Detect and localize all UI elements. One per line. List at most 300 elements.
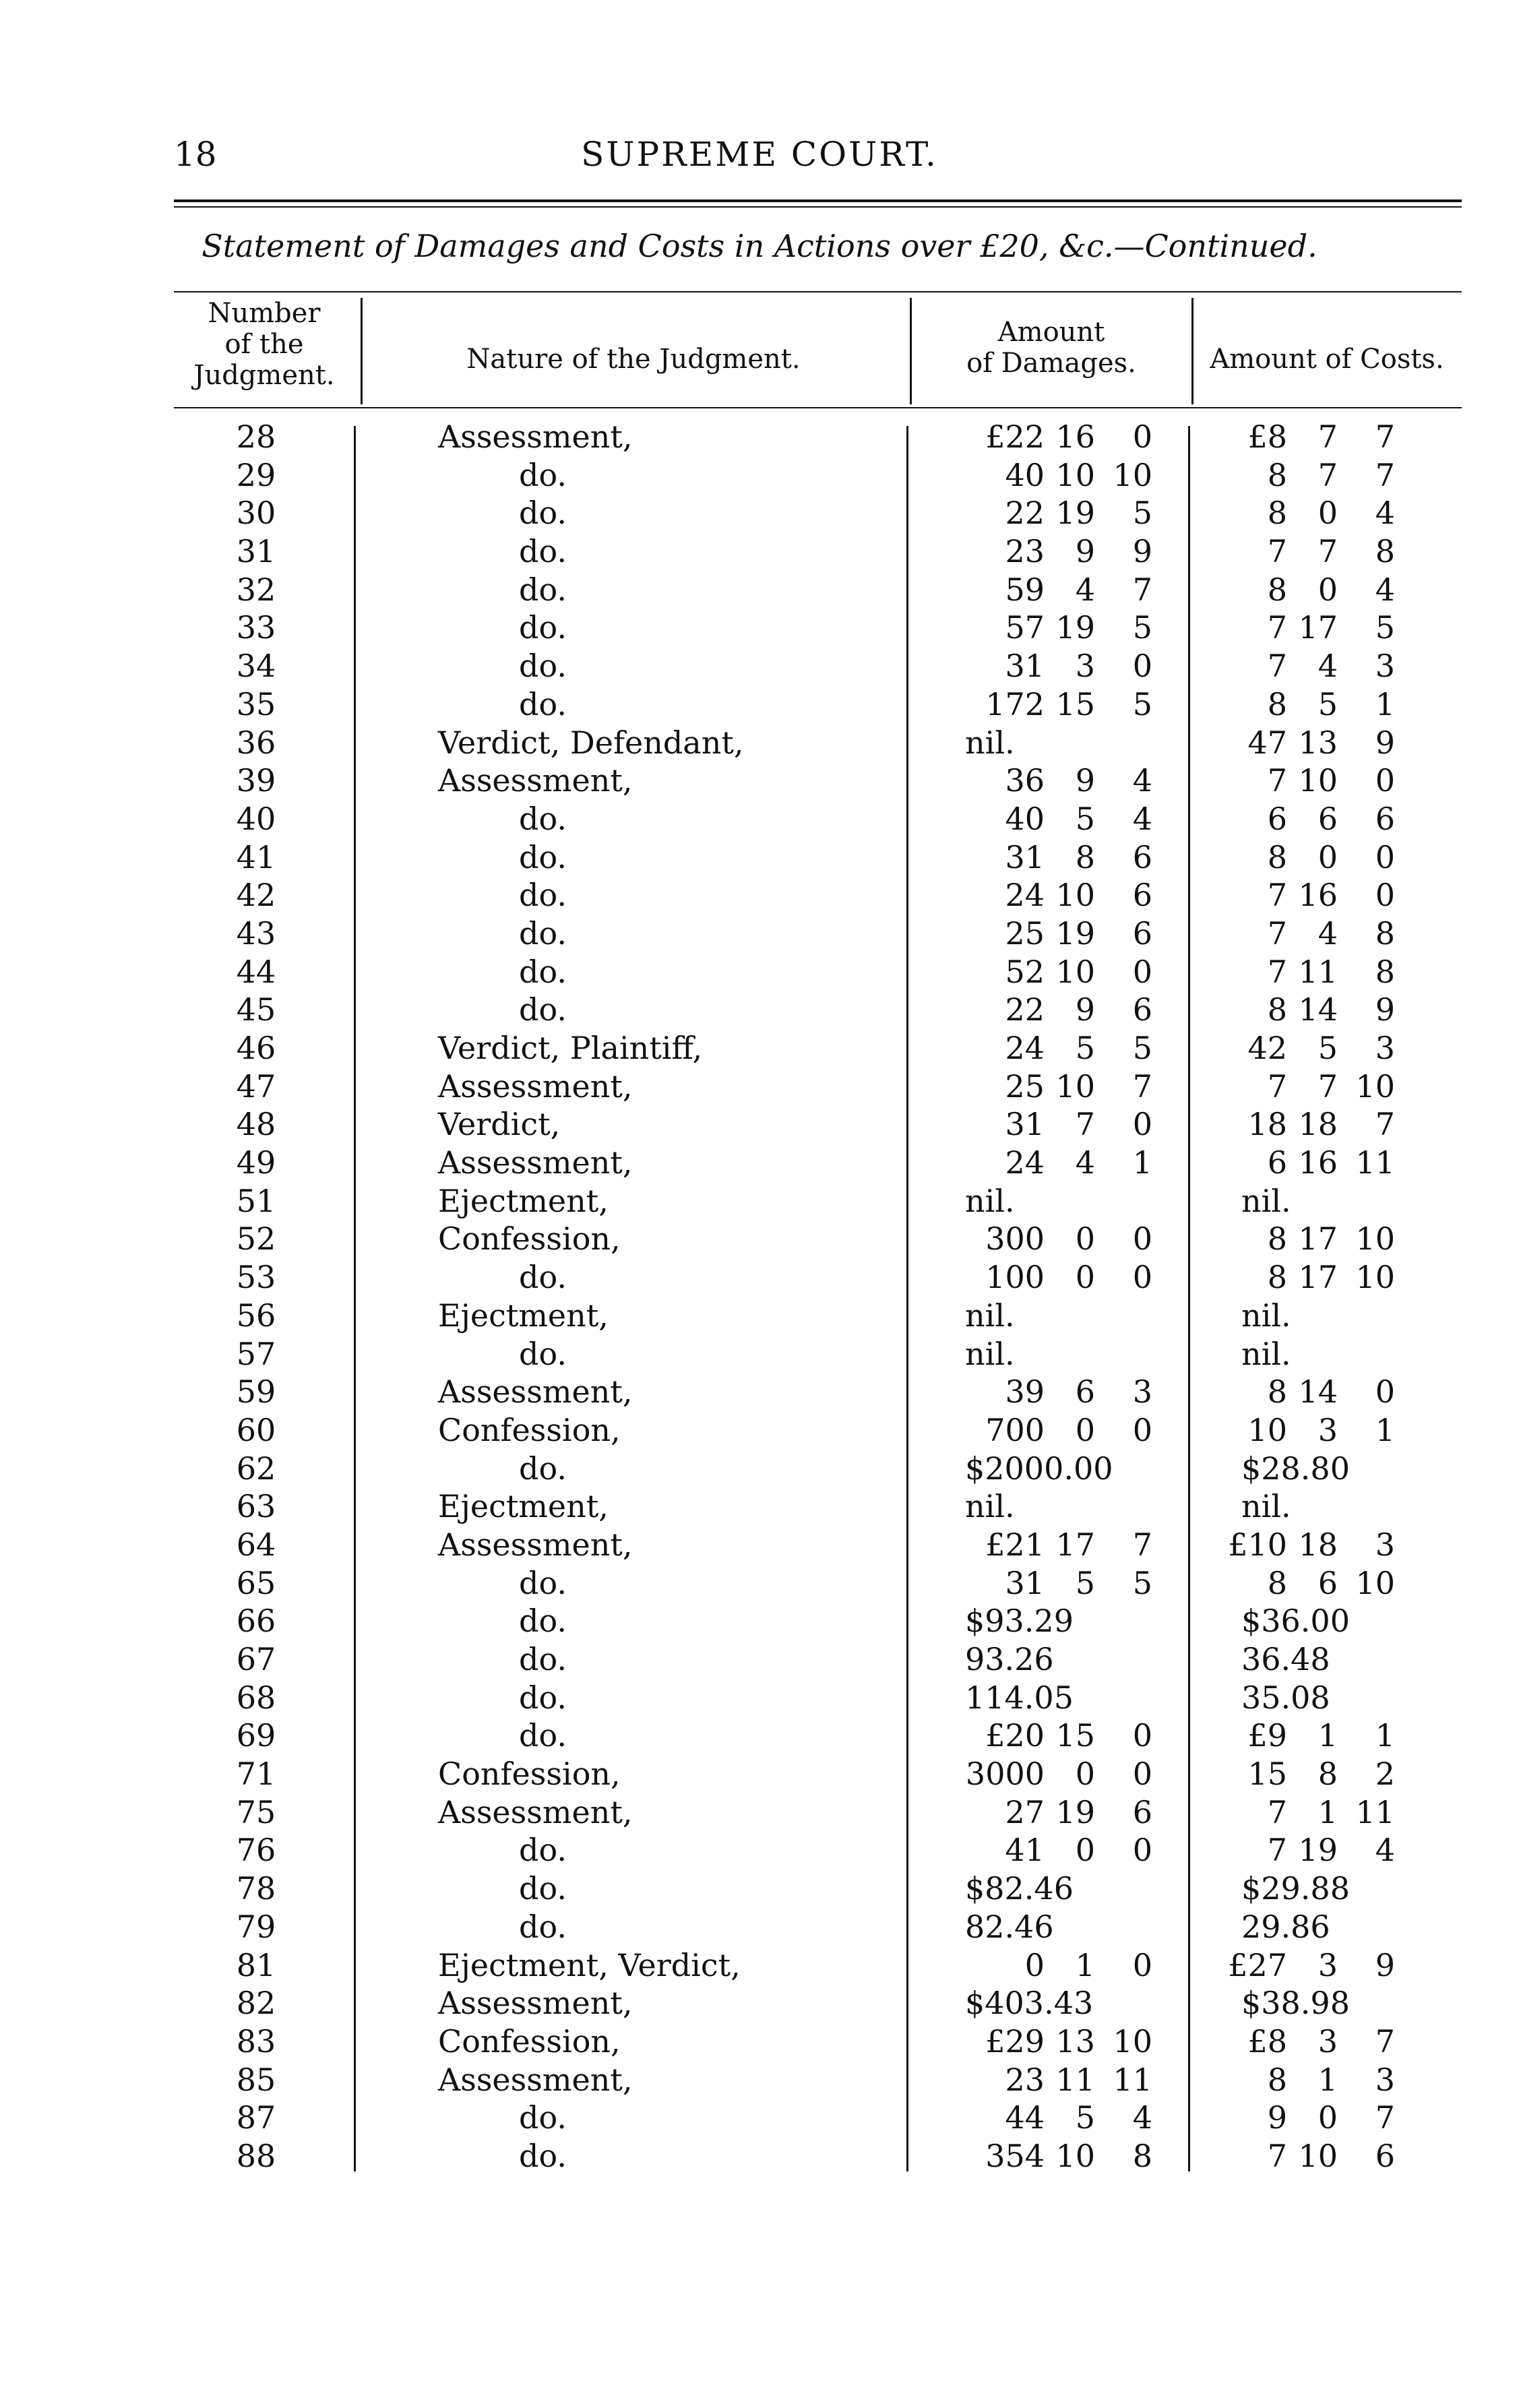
damages-pounds: 22 [1005, 991, 1045, 1028]
header-damages [913, 317, 1189, 379]
column-divider [361, 298, 363, 404]
damages-pence: 3 [1132, 1373, 1152, 1411]
costs-pence: 9 [1375, 724, 1395, 761]
damages-shillings: 0 [1075, 1832, 1095, 1869]
costs-shillings: 7 [1318, 533, 1338, 570]
costs-pence: 3 [1375, 2061, 1395, 2098]
judgment-number: 71 [236, 1756, 276, 1793]
damages-shillings: 4 [1075, 571, 1095, 608]
judgment-nature: do. [519, 571, 567, 608]
damages-shillings: 16 [1055, 419, 1095, 455]
costs-pence: 4 [1375, 571, 1395, 608]
damages-shillings: 5 [1075, 2099, 1095, 2136]
table-row [0, 762, 1519, 800]
table-row [0, 1908, 1519, 1946]
costs-pence: 0 [1375, 838, 1395, 875]
table-row [0, 915, 1519, 953]
costs-pounds: 8 [1267, 456, 1287, 493]
costs-pounds: 7 [1267, 1832, 1287, 1869]
damages-shillings: 0 [1075, 1259, 1095, 1296]
damages-shillings: 1 [1075, 1946, 1095, 1983]
costs-pence: 0 [1375, 1373, 1395, 1411]
costs-amount: $36.00 [1241, 1603, 1350, 1640]
costs-pence: 1 [1375, 1411, 1395, 1448]
costs-shillings: 4 [1318, 648, 1338, 685]
costs-shillings: 7 [1318, 1068, 1338, 1105]
judgment-number: 43 [236, 915, 276, 952]
table-row [0, 2061, 1519, 2099]
table-row [0, 1068, 1519, 1106]
judgment-nature: Assessment, [438, 1526, 633, 1563]
costs-pounds: £8 [1247, 419, 1287, 455]
damages-pence: 6 [1132, 991, 1152, 1028]
costs-pounds: 47 [1247, 724, 1287, 761]
table-row [0, 1373, 1519, 1411]
costs-pence: 0 [1375, 762, 1395, 799]
table-row [0, 1984, 1519, 2023]
damages-pence: 5 [1132, 1564, 1152, 1601]
damages-pence: 6 [1132, 838, 1152, 875]
damages-pence: 4 [1132, 800, 1152, 837]
judgment-nature: Assessment, [438, 1144, 633, 1181]
costs-pence: 7 [1375, 456, 1395, 493]
judgment-nature: Confession, [438, 1756, 621, 1793]
damages-pounds: 100 [985, 1259, 1045, 1296]
table-row [0, 1870, 1519, 1908]
damages-shillings: 9 [1075, 533, 1095, 570]
damages-amount: 114.05 [965, 1679, 1074, 1716]
judgment-nature: do. [519, 609, 567, 646]
table-row [0, 1182, 1519, 1221]
damages-pence: 0 [1132, 419, 1152, 455]
costs-pounds: 8 [1267, 1221, 1287, 1258]
damages-pence: 6 [1132, 1793, 1152, 1830]
judgment-number: 30 [236, 495, 276, 532]
costs-pounds: £27 [1228, 1946, 1287, 1983]
costs-pence: 1 [1375, 685, 1395, 722]
table-row [0, 1335, 1519, 1373]
damages-pounds: 300 [985, 1221, 1045, 1258]
damages-pence: 0 [1132, 1946, 1152, 1983]
judgment-nature: Verdict, Plaintiff, [438, 1030, 703, 1066]
judgment-nature: do. [519, 915, 567, 952]
damages-pounds: 3000 [965, 1756, 1045, 1793]
table-row [0, 1144, 1519, 1182]
judgment-number: 60 [236, 1411, 276, 1448]
top-rule-thin [174, 206, 1462, 208]
costs-shillings: 6 [1318, 1564, 1338, 1601]
table-row [0, 1831, 1519, 1870]
costs-pence: 1 [1375, 1717, 1395, 1754]
running-head: SUPREME COURT. [581, 135, 938, 174]
table-row [0, 494, 1519, 532]
costs-shillings: 0 [1318, 495, 1338, 532]
judgment-number: 44 [236, 953, 276, 990]
damages-pounds: 40 [1005, 800, 1045, 837]
costs-pence: 10 [1355, 1564, 1395, 1601]
costs-shillings: 8 [1318, 1756, 1338, 1793]
damages-amount: 93.26 [965, 1641, 1054, 1677]
judgment-nature: do. [519, 1335, 567, 1372]
table-row [0, 1487, 1519, 1526]
judgment-nature: do. [519, 2137, 567, 2174]
costs-pence: 3 [1375, 1030, 1395, 1066]
judgment-number: 48 [236, 1106, 276, 1143]
costs-shillings: 5 [1318, 685, 1338, 722]
judgment-number: 28 [236, 419, 276, 455]
judgment-nature: do. [519, 1641, 567, 1677]
judgment-number: 31 [236, 533, 276, 570]
judgment-number: 42 [236, 877, 276, 914]
judgment-number: 81 [236, 1946, 276, 1983]
judgment-number: 64 [236, 1526, 276, 1563]
costs-shillings: 3 [1318, 2023, 1338, 2060]
damages-pounds: £29 [985, 2023, 1045, 2060]
costs-pounds: 7 [1267, 648, 1287, 685]
damages-pence: 5 [1132, 1030, 1152, 1066]
judgment-number: 41 [236, 838, 276, 875]
judgment-number: 69 [236, 1717, 276, 1754]
damages-pence: 5 [1132, 495, 1152, 532]
costs-pounds: £10 [1228, 1526, 1287, 1563]
costs-pounds: 8 [1267, 991, 1287, 1028]
table-body [0, 418, 1519, 2175]
damages-pence: 4 [1132, 2099, 1152, 2136]
damages-pence: 0 [1132, 648, 1152, 685]
costs-pounds: 7 [1267, 2137, 1287, 2174]
costs-shillings: 6 [1318, 800, 1338, 837]
costs-shillings: 3 [1318, 1411, 1338, 1448]
damages-pence: 0 [1132, 1756, 1152, 1793]
costs-amount: $28.80 [1241, 1450, 1350, 1487]
damages-pence: 0 [1132, 1717, 1152, 1754]
damages-shillings: 10 [1055, 877, 1095, 914]
damages-shillings: 6 [1075, 1373, 1095, 1411]
costs-pence: 7 [1375, 1106, 1395, 1143]
judgment-number: 65 [236, 1564, 276, 1601]
judgment-nature: Ejectment, Verdict, [438, 1946, 741, 1983]
costs-amount: nil. [1241, 1182, 1291, 1219]
judgment-nature: do. [519, 1259, 567, 1296]
table-row [0, 991, 1519, 1029]
judgment-number: 79 [236, 1908, 276, 1945]
table-row [0, 2099, 1519, 2137]
costs-pounds: 7 [1267, 762, 1287, 799]
judgment-nature: do. [519, 1870, 567, 1907]
judgment-nature: Assessment, [438, 419, 633, 455]
damages-pence: 8 [1132, 2137, 1152, 2174]
damages-pounds: 59 [1005, 571, 1045, 608]
table-row [0, 1258, 1519, 1297]
judgment-number: 66 [236, 1603, 276, 1640]
damages-pounds: 41 [1005, 1832, 1045, 1869]
costs-pounds: 15 [1247, 1756, 1287, 1793]
costs-shillings: 5 [1318, 1030, 1338, 1066]
damages-pounds: 31 [1005, 1564, 1045, 1601]
costs-pence: 11 [1355, 1793, 1395, 1830]
judgment-number: 49 [236, 1144, 276, 1181]
judgment-nature: do. [519, 1717, 567, 1754]
costs-shillings: 7 [1318, 419, 1338, 455]
table-row [0, 1450, 1519, 1488]
judgment-nature: Assessment, [438, 762, 633, 799]
costs-shillings: 10 [1298, 762, 1338, 799]
table-row [0, 724, 1519, 762]
damages-shillings: 17 [1055, 1526, 1095, 1563]
costs-pence: 5 [1375, 609, 1395, 646]
damages-shillings: 10 [1055, 2137, 1095, 2174]
table-row [0, 571, 1519, 609]
damages-pence: 7 [1132, 1068, 1152, 1105]
table-row [0, 532, 1519, 571]
costs-amount: nil. [1241, 1488, 1291, 1525]
judgment-number: 33 [236, 609, 276, 646]
table-row [0, 800, 1519, 838]
damages-pence: 1 [1132, 1144, 1152, 1181]
table-row [0, 609, 1519, 647]
damages-shillings: 5 [1075, 1030, 1095, 1066]
judgment-nature: do. [519, 685, 567, 722]
damages-amount: nil. [965, 1335, 1015, 1372]
damages-pence: 7 [1132, 571, 1152, 608]
costs-shillings: 1 [1318, 2061, 1338, 2098]
costs-amount: nil. [1241, 1297, 1291, 1334]
table-row [0, 1220, 1519, 1258]
costs-pounds: 6 [1267, 800, 1287, 837]
damages-pence: 6 [1132, 877, 1152, 914]
header-damages-line-2: of Damages. [966, 348, 1136, 379]
damages-pence: 10 [1113, 456, 1152, 493]
costs-pence: 10 [1355, 1221, 1395, 1258]
damages-pence: 10 [1113, 2023, 1152, 2060]
judgment-number: 46 [236, 1030, 276, 1066]
judgment-nature: do. [519, 1564, 567, 1601]
judgment-number: 40 [236, 800, 276, 837]
damages-pounds: 31 [1005, 838, 1045, 875]
judgment-nature: do. [519, 1450, 567, 1487]
damages-pounds: 27 [1005, 1793, 1045, 1830]
costs-pence: 7 [1375, 419, 1395, 455]
judgment-nature: do. [519, 533, 567, 570]
costs-pence: 6 [1375, 2137, 1395, 2174]
costs-pounds: 42 [1247, 1030, 1287, 1066]
header-number-line-1: Number [208, 298, 321, 329]
damages-pence: 7 [1132, 1526, 1152, 1563]
damages-pounds: 39 [1005, 1373, 1045, 1411]
damages-shillings: 10 [1055, 1068, 1095, 1105]
costs-shillings: 17 [1298, 1259, 1338, 1296]
judgment-nature: do. [519, 877, 567, 914]
header-damages-line-1: Amount [997, 317, 1105, 348]
table-row [0, 418, 1519, 456]
costs-pounds: £8 [1247, 2023, 1287, 2060]
damages-shillings: 11 [1055, 2061, 1095, 2098]
judgment-number: 45 [236, 991, 276, 1028]
table-row [0, 1297, 1519, 1335]
damages-shillings: 0 [1075, 1411, 1095, 1448]
damages-pounds: 354 [985, 2137, 1045, 2174]
damages-pounds: 23 [1005, 2061, 1045, 2098]
costs-pence: 8 [1375, 533, 1395, 570]
table-row [0, 1717, 1519, 1755]
column-divider [910, 298, 912, 404]
damages-shillings: 15 [1055, 1717, 1095, 1754]
damages-shillings: 9 [1075, 762, 1095, 799]
damages-pounds: £21 [985, 1526, 1045, 1563]
damages-amount: $93.29 [965, 1603, 1074, 1640]
damages-shillings: 13 [1055, 2023, 1095, 2060]
costs-pounds: 8 [1267, 495, 1287, 532]
damages-shillings: 5 [1075, 1564, 1095, 1601]
costs-pence: 9 [1375, 1946, 1395, 1983]
costs-shillings: 16 [1298, 877, 1338, 914]
table-row [0, 1526, 1519, 1564]
costs-pounds: 8 [1267, 1564, 1287, 1601]
costs-pounds: 8 [1267, 2061, 1287, 2098]
costs-pence: 3 [1375, 648, 1395, 685]
judgment-number: 88 [236, 2137, 276, 2174]
judgment-nature: Ejectment, [438, 1182, 609, 1219]
judgment-number: 35 [236, 685, 276, 722]
judgment-number: 57 [236, 1335, 276, 1372]
table-row [0, 456, 1519, 495]
costs-amount: $38.98 [1241, 1985, 1350, 2022]
damages-amount: nil. [965, 1182, 1015, 1219]
damages-pence: 0 [1132, 1411, 1152, 1448]
table-row [0, 953, 1519, 991]
judgment-nature: do. [519, 800, 567, 837]
costs-shillings: 18 [1298, 1526, 1338, 1563]
costs-pounds: 7 [1267, 1068, 1287, 1105]
damages-shillings: 8 [1075, 838, 1095, 875]
table-row [0, 1602, 1519, 1640]
damages-shillings: 10 [1055, 953, 1095, 990]
costs-pounds: 8 [1267, 1373, 1287, 1411]
header-number-line-3: Judgment. [193, 360, 335, 391]
costs-pence: 3 [1375, 1526, 1395, 1563]
damages-shillings: 0 [1075, 1756, 1095, 1793]
damages-amount: nil. [965, 724, 1015, 761]
table-row [0, 1755, 1519, 1793]
judgment-nature: Confession, [438, 2023, 621, 2060]
damages-pounds: 22 [1005, 495, 1045, 532]
damages-amount: nil. [965, 1488, 1015, 1525]
judgment-nature: Verdict, Defendant, [438, 724, 744, 761]
judgment-number: 29 [236, 456, 276, 493]
damages-pounds: 40 [1005, 456, 1045, 493]
judgment-nature: Confession, [438, 1411, 621, 1448]
costs-pounds: 7 [1267, 915, 1287, 952]
table-row [0, 685, 1519, 724]
judgment-number: 59 [236, 1373, 276, 1411]
damages-pounds: 0 [1024, 1946, 1045, 1983]
costs-pounds: 7 [1267, 953, 1287, 990]
header-rule [174, 291, 1462, 292]
costs-pounds: £9 [1247, 1717, 1287, 1754]
costs-pence: 7 [1375, 2099, 1395, 2136]
damages-shillings: 19 [1055, 1793, 1095, 1830]
judgment-number: 34 [236, 648, 276, 685]
damages-shillings: 5 [1075, 800, 1095, 837]
judgment-number: 32 [236, 571, 276, 608]
damages-shillings: 4 [1075, 1144, 1095, 1181]
judgment-nature: do. [519, 1679, 567, 1716]
costs-pounds: 8 [1267, 685, 1287, 722]
damages-amount: nil. [965, 1297, 1015, 1334]
damages-shillings: 0 [1075, 1221, 1095, 1258]
judgment-number: 56 [236, 1297, 276, 1334]
judgment-number: 85 [236, 2061, 276, 2098]
damages-pounds: 31 [1005, 1106, 1045, 1143]
costs-pence: 7 [1375, 2023, 1395, 2060]
judgment-nature: do. [519, 991, 567, 1028]
damages-pounds: 23 [1005, 533, 1045, 570]
costs-pence: 2 [1375, 1756, 1395, 1793]
judgment-number: 68 [236, 1679, 276, 1716]
judgment-nature: Assessment, [438, 2061, 633, 2098]
damages-pounds: 52 [1005, 953, 1045, 990]
damages-pounds: 24 [1005, 877, 1045, 914]
damages-pounds: 31 [1005, 648, 1045, 685]
judgment-nature: Confession, [438, 1221, 621, 1258]
costs-shillings: 13 [1298, 724, 1338, 761]
costs-pence: 8 [1375, 953, 1395, 990]
judgment-nature: Assessment, [438, 1985, 633, 2022]
costs-shillings: 1 [1318, 1717, 1338, 1754]
damages-pence: 5 [1132, 609, 1152, 646]
damages-shillings: 9 [1075, 991, 1095, 1028]
costs-pounds: 7 [1267, 1793, 1287, 1830]
judgment-number: 75 [236, 1793, 276, 1830]
judgment-nature: do. [519, 838, 567, 875]
costs-pounds: 8 [1267, 838, 1287, 875]
table-row [0, 1946, 1519, 1985]
damages-shillings: 10 [1055, 456, 1095, 493]
table-row [0, 1793, 1519, 1832]
table-row [0, 2137, 1519, 2175]
costs-pounds: 8 [1267, 571, 1287, 608]
damages-pence: 9 [1132, 533, 1152, 570]
damages-pounds: 44 [1005, 2099, 1045, 2136]
costs-shillings: 7 [1318, 456, 1338, 493]
table-row [0, 1679, 1519, 1717]
table-row [0, 1564, 1519, 1603]
damages-pounds: £22 [985, 419, 1045, 455]
page-number: 18 [174, 135, 217, 174]
costs-pence: 11 [1355, 1144, 1395, 1181]
judgment-number: 51 [236, 1182, 276, 1219]
costs-amount: $29.88 [1241, 1870, 1350, 1907]
damages-shillings: 19 [1055, 495, 1095, 532]
table-row [0, 647, 1519, 685]
judgment-number: 62 [236, 1450, 276, 1487]
judgment-number: 63 [236, 1488, 276, 1525]
costs-pounds: 8 [1267, 1259, 1287, 1296]
costs-pounds: 18 [1247, 1106, 1287, 1143]
costs-shillings: 18 [1298, 1106, 1338, 1143]
damages-pence: 6 [1132, 915, 1152, 952]
damages-shillings: 19 [1055, 915, 1095, 952]
judgment-nature: Verdict, [438, 1106, 561, 1143]
costs-shillings: 1 [1318, 1793, 1338, 1830]
costs-shillings: 19 [1298, 1832, 1338, 1869]
costs-shillings: 4 [1318, 915, 1338, 952]
costs-pounds: 7 [1267, 609, 1287, 646]
damages-pence: 0 [1132, 1221, 1152, 1258]
costs-shillings: 17 [1298, 1221, 1338, 1258]
costs-amount: 35.08 [1241, 1679, 1330, 1716]
judgment-number: 87 [236, 2099, 276, 2136]
